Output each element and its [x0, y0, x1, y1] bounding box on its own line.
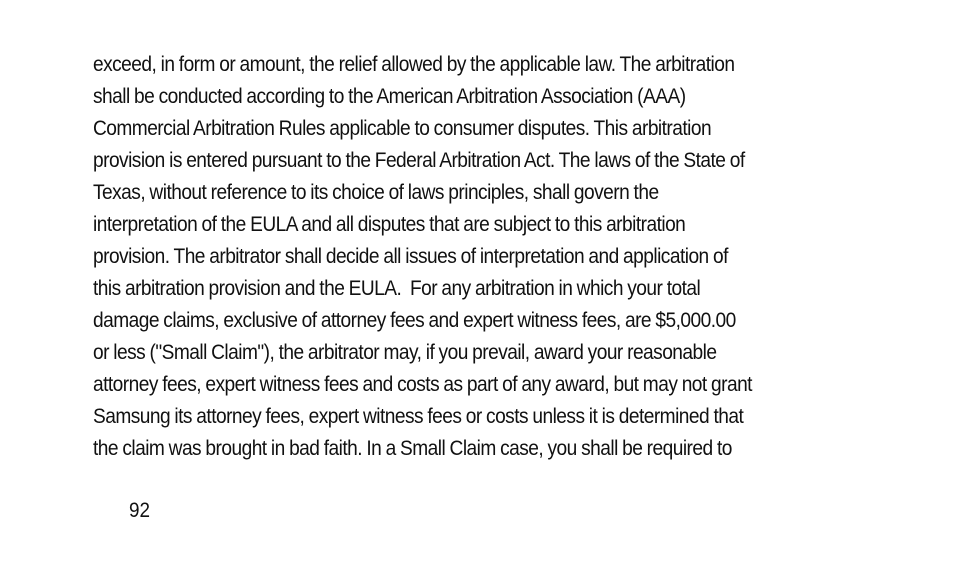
text-line: shall be conducted according to the American Arbitration Association (AAA) — [93, 84, 686, 108]
text-line: Commercial Arbitration Rules applicable to consumer disputes. This arbitration — [93, 116, 712, 140]
text-line: damage claims, exclusive of attorney fees and expert witness fees, are $5,000.00 — [93, 308, 736, 332]
text-line: Samsung its attorney fees, expert witness fees or costs unless it is determined that — [93, 404, 744, 428]
text-line: interpretation of the EULA and all disputes that are subject to this arbitration — [93, 212, 686, 236]
text-line: Texas, without reference to its choice of laws principles, shall govern the — [93, 180, 659, 204]
text-line: the claim was brought in bad faith. In a Small Claim case, you shall be required to — [93, 436, 732, 460]
page-number: 92 — [129, 499, 151, 522]
text-line: provision. The arbitrator shall decide all issues of interpretation and application of — [93, 244, 728, 268]
text-line: or less ("Small Claim"), the arbitrator may, if you prevail, award your reasonable — [93, 340, 717, 364]
text-line: this arbitration provision and the EULA. For any arbitration in which your total — [93, 276, 701, 300]
body-paragraph — [93, 48, 805, 464]
text-line: provision is entered pursuant to the Federal Arbitration Act. The laws of the State of — [93, 148, 745, 172]
text-line: exceed, in form or amount, the relief allowed by the applicable law. The arbitration — [93, 52, 735, 76]
text-line: attorney fees, expert witness fees and costs as part of any award, but may not grant — [93, 372, 752, 396]
